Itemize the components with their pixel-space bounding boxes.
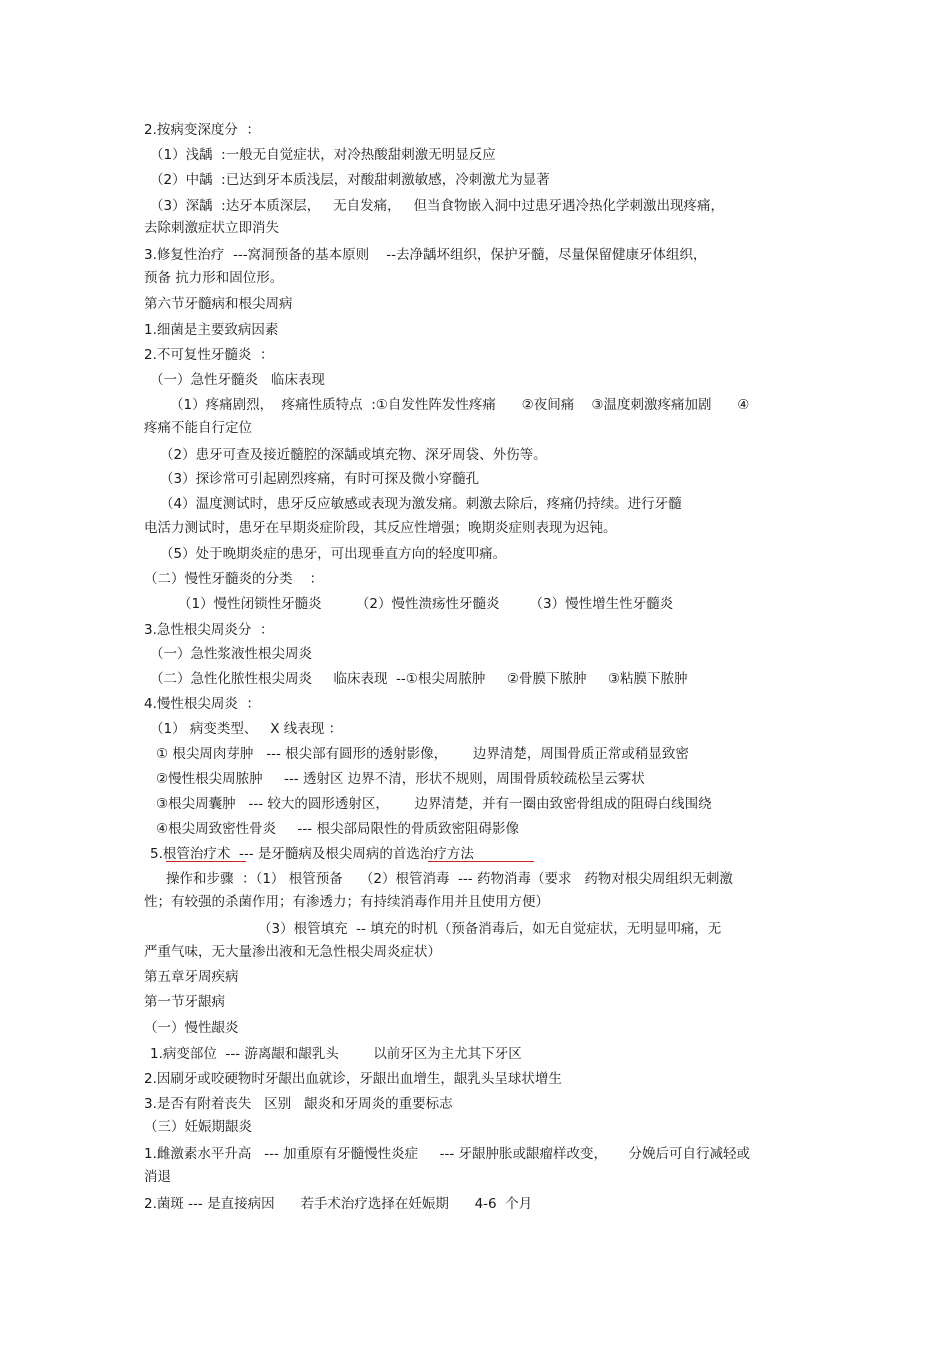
text-line: 5.根管治疗术 --- 是牙髓病及根尖周病的首选治疗方法 xyxy=(150,846,474,862)
text-line: ④根尖周致密性骨炎 --- 根尖部局限性的骨质致密阻碍影像 xyxy=(156,821,519,837)
text-line: 严重气味，无大量渗出液和无急性根尖周炎症状） xyxy=(144,944,441,960)
text-line: （1） 病变类型、 X 线表现 ： xyxy=(150,721,343,737)
text-line: 疼痛不能自行定位 xyxy=(144,420,252,436)
text-line: （2）中龋 :已达到牙本质浅层，对酸甜刺激敏感，冷刺激尤为显著 xyxy=(150,172,550,188)
text-line: （2）患牙可查及接近髓腔的深龋或填充物、深牙周袋、外伤等。 xyxy=(160,447,547,463)
text-line: （5）处于晚期炎症的患牙，可出现垂直方向的轻度叩痛。 xyxy=(160,546,507,562)
text-line: ③根尖周囊肿 --- 较大的圆形透射区， 边界清楚，并有一圈由致密骨组成的阻碍白线围绕 xyxy=(156,796,712,812)
text-line: 去除刺激症状立即消失 xyxy=(144,220,279,236)
text-line: 操作和步骤 ：（1） 根管预备 （2）根管消毒 --- 药物消毒（要求 药物对根尖周组织无刺激 xyxy=(166,871,733,887)
text-line: 预备 抗力形和固位形。 xyxy=(144,270,284,286)
text-line: 1.雌激素水平升高 --- 加重原有牙髓慢性炎症 --- 牙龈肿胀或龈瘤样改变， 分娩后可自行减轻或 xyxy=(144,1146,750,1162)
text-line: （4）温度测试时，患牙反应敏感或表现为激发痛。刺激去除后，疼痛仍持续。进行牙髓 xyxy=(160,496,682,512)
text-line: 1.细菌是主要致病因素 xyxy=(144,322,279,338)
text-line: （二）慢性牙髓炎的分类 ： xyxy=(144,571,324,587)
red-underline xyxy=(166,861,246,862)
text-line: （1）慢性闭锁性牙髓炎 （2）慢性溃疡性牙髓炎 （3）慢性增生性牙髓炎 xyxy=(178,596,674,612)
chapter-heading: 第五章牙周疾病 xyxy=(144,969,239,985)
text-line: 2.按病变深度分 ： xyxy=(144,122,260,138)
text-line: 2.菌斑 --- 是直接病因 若手术治疗选择在妊娠期 4-6 个月 xyxy=(144,1196,533,1212)
section-heading: 第六节牙髓病和根尖周病 xyxy=(144,296,293,312)
text-line: 2.因刷牙或咬硬物时牙龈出血就诊，牙龈出血增生，龈乳头呈球状增生 xyxy=(144,1071,562,1087)
section-heading: 第一节牙龈病 xyxy=(144,994,225,1010)
text-line: 电活力测试时，患牙在早期炎症阶段，其反应性增强；晚期炎症则表现为迟钝。 xyxy=(144,520,617,536)
text-line: （1）疼痛剧烈， 疼痛性质特点 :①自发性阵发性疼痛 ②夜间痛 ③温度刺激疼痛加剧 ④ xyxy=(170,397,750,413)
text-line: 3.急性根尖周炎分 ： xyxy=(144,622,274,638)
text-line: 3.修复性治疗 ---窝洞预备的基本原则 --去净龋坏组织，保护牙髓，尽量保留健康牙体组织， xyxy=(144,247,707,263)
text-line: 消退 xyxy=(144,1169,171,1185)
red-underline xyxy=(428,861,534,862)
text-line: （一）急性浆液性根尖周炎 xyxy=(150,646,312,662)
text-line: 2.不可复性牙髓炎 ： xyxy=(144,347,274,363)
text-line: （二）急性化脓性根尖周炎 临床表现 --①根尖周脓肿 ②骨膜下脓肿 ③粘膜下脓肿 xyxy=(150,671,688,687)
text-line: 3.是否有附着丧失 区别 龈炎和牙周炎的重要标志 xyxy=(144,1096,453,1112)
text-line: 1.病变部位 --- 游离龈和龈乳头 以前牙区为主尤其下牙区 xyxy=(150,1046,522,1062)
text-line: ① 根尖周肉芽肿 --- 根尖部有圆形的透射影像， 边界清楚，周围骨质正常或稍显致密 xyxy=(156,746,689,762)
text-line: （3）根管填充 -- 填充的时机（预备消毒后，如无自觉症状，无明显叩痛，无 xyxy=(258,921,722,937)
text-line: （3）深龋 :达牙本质深层， 无自发痛， 但当食物嵌入洞中过患牙遇冷热化学刺激出现疼痛， xyxy=(150,198,724,214)
text-line: （1）浅龋 :一般无自觉症状，对冷热酸甜刺激无明显反应 xyxy=(150,147,496,163)
text-line: （三）妊娠期龈炎 xyxy=(144,1119,252,1135)
text-line: ②慢性根尖周脓肿 --- 透射区 边界不清，形状不规则，周围骨质较疏松呈云雾状 xyxy=(156,771,645,787)
text-line: 性；有较强的杀菌作用；有渗透力；有持续消毒作用并且使用方便） xyxy=(144,894,549,910)
text-line: 4.慢性根尖周炎 ： xyxy=(144,696,260,712)
text-line: （一）慢性龈炎 xyxy=(144,1020,239,1036)
text-line: （3）探诊常可引起剧烈疼痛，有时可探及微小穿髓孔 xyxy=(160,471,480,487)
text-line: （一）急性牙髓炎 临床表现 xyxy=(150,372,325,388)
